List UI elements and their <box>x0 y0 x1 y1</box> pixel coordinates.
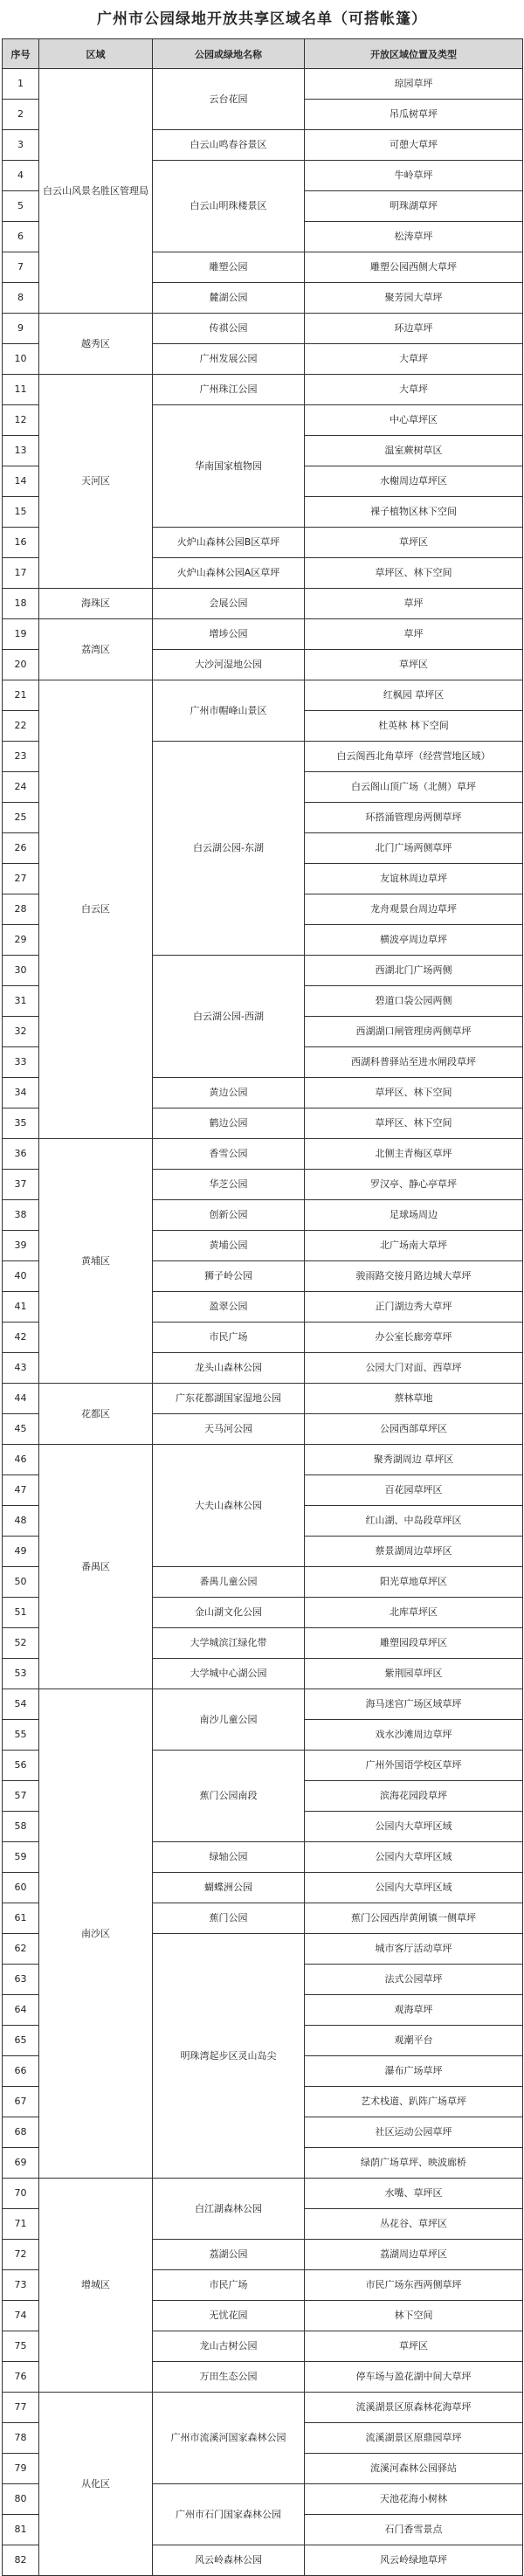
open-area-cell: 西湖科普驿站至进水闸段草坪 <box>305 1047 523 1078</box>
park-name-cell: 风云岭森林公园 <box>153 2545 305 2576</box>
open-area-cell: 瀑布广场草坪 <box>305 2056 523 2087</box>
open-area-cell: 百花园草坪区 <box>305 1475 523 1506</box>
row-number: 21 <box>3 680 39 711</box>
open-area-cell: 流溪湖景区原森林花海草坪 <box>305 2393 523 2423</box>
open-area-cell: 水榭周边草坪区 <box>305 466 523 497</box>
row-number: 40 <box>3 1261 39 1292</box>
park-name-cell: 蕉门公园 <box>153 1903 305 1934</box>
open-area-cell: 阳光草地草坪区 <box>305 1567 523 1598</box>
park-name-cell: 增埗公园 <box>153 619 305 650</box>
park-name-cell: 无忧花园 <box>153 2301 305 2331</box>
park-name-cell: 龙头山森林公园 <box>153 1353 305 1384</box>
open-area-cell: 松涛草坪 <box>305 222 523 252</box>
row-number: 48 <box>3 1506 39 1537</box>
row-number: 9 <box>3 314 39 344</box>
open-area-cell: 红枫园 草坪区 <box>305 680 523 711</box>
row-number: 6 <box>3 222 39 252</box>
row-number: 42 <box>3 1323 39 1353</box>
row-number: 27 <box>3 864 39 894</box>
open-area-cell: 聚芳园大草坪 <box>305 283 523 314</box>
row-number: 60 <box>3 1873 39 1903</box>
district-cell: 增城区 <box>39 2179 153 2393</box>
header-park: 公园或绿地名称 <box>153 39 305 69</box>
page-title: 广州市公园绿地开放共享区域名单（可搭帐篷） <box>97 10 427 28</box>
row-number: 14 <box>3 466 39 497</box>
open-area-cell: 雕塑公园西侧大草坪 <box>305 252 523 283</box>
table-row <box>3 1384 523 1414</box>
table-header-row <box>3 39 523 69</box>
park-name-cell: 雕塑公园 <box>153 252 305 283</box>
row-number: 80 <box>3 2484 39 2515</box>
open-area-cell: 公园西部草坪区 <box>305 1414 523 1445</box>
park-name-cell: 大学城中心湖公园 <box>153 1659 305 1689</box>
row-number: 45 <box>3 1414 39 1445</box>
open-area-cell: 水嘴、草坪区 <box>305 2179 523 2209</box>
row-number: 17 <box>3 558 39 589</box>
table-row <box>3 2179 523 2209</box>
row-number: 11 <box>3 375 39 405</box>
park-name-cell: 黄埔公园 <box>153 1231 305 1261</box>
row-number: 67 <box>3 2087 39 2117</box>
district-cell: 白云山风景名胜区管理局 <box>39 69 153 314</box>
row-number: 52 <box>3 1628 39 1659</box>
header-district: 区域 <box>39 39 153 69</box>
row-number: 55 <box>3 1720 39 1751</box>
park-name-cell: 天马河公园 <box>153 1414 305 1445</box>
district-cell: 南沙区 <box>39 1689 153 2179</box>
open-area-cell: 荔湖周边草坪区 <box>305 2240 523 2270</box>
row-number: 74 <box>3 2301 39 2331</box>
open-area-cell: 西湖湖口闸管理房两侧草坪 <box>305 1017 523 1047</box>
park-name-cell: 白云湖公园-东湖 <box>153 742 305 956</box>
district-cell: 番禺区 <box>39 1445 153 1689</box>
open-area-cell: 广州外国语学校区草坪 <box>305 1751 523 1781</box>
open-area-cell: 流溪湖景区原鼎园草坪 <box>305 2423 523 2454</box>
park-name-cell: 龙山古树公园 <box>153 2331 305 2362</box>
open-area-cell: 滨海花园段草坪 <box>305 1781 523 1812</box>
row-number: 64 <box>3 1995 39 2026</box>
row-number: 47 <box>3 1475 39 1506</box>
table-row <box>3 589 523 619</box>
open-area-cell: 西湖北门广场两侧 <box>305 956 523 986</box>
open-area-cell: 大草坪 <box>305 375 523 405</box>
row-number: 41 <box>3 1292 39 1323</box>
park-name-cell: 黄边公园 <box>153 1078 305 1108</box>
park-name-cell: 明珠湾起步区灵山岛尖 <box>153 1934 305 2179</box>
open-area-cell: 市民广场东西两侧草坪 <box>305 2270 523 2301</box>
park-name-cell: 市民广场 <box>153 2270 305 2301</box>
row-number: 53 <box>3 1659 39 1689</box>
open-area-cell: 草坪区、林下空间 <box>305 558 523 589</box>
row-number: 76 <box>3 2362 39 2393</box>
open-area-cell: 办公室长廊旁草坪 <box>305 1323 523 1353</box>
open-area-cell: 白云阁西北角草坪（经营营地区域） <box>305 742 523 772</box>
open-area-cell: 公园大门对面、西草坪 <box>305 1353 523 1384</box>
row-number: 26 <box>3 833 39 864</box>
row-number: 15 <box>3 497 39 528</box>
park-name-cell: 万田生态公园 <box>153 2362 305 2393</box>
open-area-cell: 蕉门公园西岸黄闸镇一侧草坪 <box>305 1903 523 1934</box>
row-number: 44 <box>3 1384 39 1414</box>
open-area-cell: 牛岭草坪 <box>305 161 523 191</box>
row-number: 32 <box>3 1017 39 1047</box>
open-area-cell: 裸子植物区林下空间 <box>305 497 523 528</box>
park-name-cell: 蝴蝶洲公园 <box>153 1873 305 1903</box>
open-area-cell: 海马迷宫广场区域草坪 <box>305 1689 523 1720</box>
park-name-cell: 蕉门公园南段 <box>153 1751 305 1842</box>
row-number: 69 <box>3 2148 39 2179</box>
open-area-cell: 公园内大草坪区域 <box>305 1812 523 1842</box>
row-number: 36 <box>3 1139 39 1170</box>
park-name-cell: 会展公园 <box>153 589 305 619</box>
open-area-cell: 北侧主青梅区草坪 <box>305 1139 523 1170</box>
row-number: 16 <box>3 528 39 558</box>
row-number: 82 <box>3 2545 39 2576</box>
row-number: 8 <box>3 283 39 314</box>
district-cell: 天河区 <box>39 375 153 589</box>
open-area-cell: 琼园草坪 <box>305 69 523 100</box>
district-cell: 从化区 <box>39 2393 153 2576</box>
row-number: 43 <box>3 1353 39 1384</box>
open-area-cell: 北广场南大草坪 <box>305 1231 523 1261</box>
open-area-cell: 紫荆园草坪区 <box>305 1659 523 1689</box>
row-number: 50 <box>3 1567 39 1598</box>
open-area-cell: 林下空间 <box>305 2301 523 2331</box>
park-name-cell: 绿轴公园 <box>153 1842 305 1873</box>
open-area-cell: 观海草坪 <box>305 1995 523 2026</box>
park-name-cell: 华芝公园 <box>153 1170 305 1200</box>
row-number: 31 <box>3 986 39 1017</box>
district-cell: 黄埔区 <box>39 1139 153 1384</box>
park-name-cell: 大沙河湿地公园 <box>153 650 305 680</box>
open-area-table <box>2 38 523 2576</box>
table-row <box>3 314 523 344</box>
row-number: 30 <box>3 956 39 986</box>
row-number: 39 <box>3 1231 39 1261</box>
open-area-cell: 罗汉亭、静心亭草坪 <box>305 1170 523 1200</box>
row-number: 12 <box>3 405 39 436</box>
row-number: 78 <box>3 2423 39 2454</box>
park-name-cell: 麓湖公园 <box>153 283 305 314</box>
row-number: 81 <box>3 2515 39 2545</box>
district-cell: 海珠区 <box>39 589 153 619</box>
table-row <box>3 1139 523 1170</box>
open-area-cell: 中心草坪区 <box>305 405 523 436</box>
open-area-cell: 横波亭周边草坪 <box>305 925 523 956</box>
row-number: 49 <box>3 1537 39 1567</box>
row-number: 51 <box>3 1598 39 1628</box>
row-number: 19 <box>3 619 39 650</box>
park-name-cell: 华南国家植物园 <box>153 405 305 528</box>
open-area-cell: 流溪河森林公园驿站 <box>305 2454 523 2484</box>
open-area-cell: 足球场周边 <box>305 1200 523 1231</box>
park-name-cell: 市民广场 <box>153 1323 305 1353</box>
park-name-cell: 荔湖公园 <box>153 2240 305 2270</box>
open-area-cell: 观潮平台 <box>305 2026 523 2056</box>
open-area-cell: 大草坪 <box>305 344 523 375</box>
open-area-cell: 草坪区、林下空间 <box>305 1078 523 1108</box>
open-area-cell: 蔡景湖周边草坪区 <box>305 1537 523 1567</box>
park-name-cell: 广州发展公园 <box>153 344 305 375</box>
row-number: 5 <box>3 191 39 222</box>
park-name-cell: 广州市流溪河国家森林公园 <box>153 2393 305 2484</box>
row-number: 37 <box>3 1170 39 1200</box>
row-number: 54 <box>3 1689 39 1720</box>
open-area-cell: 公园内大草坪区域 <box>305 1842 523 1873</box>
row-number: 79 <box>3 2454 39 2484</box>
row-number: 20 <box>3 650 39 680</box>
open-area-cell: 温室蕨树草区 <box>305 436 523 466</box>
header-no: 序号 <box>3 39 39 69</box>
park-name-cell: 创新公园 <box>153 1200 305 1231</box>
row-number: 18 <box>3 589 39 619</box>
open-area-cell: 法式公园草坪 <box>305 1965 523 1995</box>
row-number: 65 <box>3 2026 39 2056</box>
open-area-cell: 草坪 <box>305 619 523 650</box>
open-area-cell: 公园内大草坪区域 <box>305 1873 523 1903</box>
open-area-cell: 正门湖边秀大草坪 <box>305 1292 523 1323</box>
row-number: 28 <box>3 894 39 925</box>
park-name-cell: 大夫山森林公园 <box>153 1445 305 1567</box>
row-number: 23 <box>3 742 39 772</box>
open-area-cell: 环边草坪 <box>305 314 523 344</box>
park-name-cell: 传祺公园 <box>153 314 305 344</box>
park-name-cell: 白云山鸣春谷景区 <box>153 130 305 161</box>
table-row <box>3 680 523 711</box>
table-row <box>3 619 523 650</box>
open-area-cell: 绿荫广场草坪、映波廊桥 <box>305 2148 523 2179</box>
park-name-cell: 南沙儿童公园 <box>153 1689 305 1751</box>
open-area-cell: 骏雨路交接月路边城大草坪 <box>305 1261 523 1292</box>
open-area-cell: 北门广场两侧草坪 <box>305 833 523 864</box>
row-number: 3 <box>3 130 39 161</box>
open-area-cell: 友谊林周边草坪 <box>305 864 523 894</box>
park-name-cell: 金山湖文化公园 <box>153 1598 305 1628</box>
park-name-cell: 白云湖公园-西湖 <box>153 956 305 1078</box>
row-number: 10 <box>3 344 39 375</box>
row-number: 61 <box>3 1903 39 1934</box>
open-area-cell: 天池花海小树林 <box>305 2484 523 2515</box>
open-area-cell: 草坪区 <box>305 2331 523 2362</box>
district-cell: 越秀区 <box>39 314 153 375</box>
row-number: 29 <box>3 925 39 956</box>
park-name-cell: 大学城滨江绿化带 <box>153 1628 305 1659</box>
table-row <box>3 375 523 405</box>
park-name-cell: 广州市帽峰山景区 <box>153 680 305 742</box>
park-name-cell: 火炉山森林公园A区草坪 <box>153 558 305 589</box>
row-number: 73 <box>3 2270 39 2301</box>
open-area-cell: 草坪区 <box>305 528 523 558</box>
table-row <box>3 1445 523 1475</box>
open-area-cell: 风云岭绿地草坪 <box>305 2545 523 2576</box>
row-number: 70 <box>3 2179 39 2209</box>
row-number: 72 <box>3 2240 39 2270</box>
park-name-cell: 广东花都湖国家湿地公园 <box>153 1384 305 1414</box>
row-number: 22 <box>3 711 39 742</box>
row-number: 68 <box>3 2117 39 2148</box>
district-cell: 白云区 <box>39 680 153 1139</box>
row-number: 58 <box>3 1812 39 1842</box>
park-name-cell: 狮子岭公园 <box>153 1261 305 1292</box>
row-number: 4 <box>3 161 39 191</box>
open-area-cell: 白云阁山顶广场（北侧）草坪 <box>305 772 523 803</box>
row-number: 71 <box>3 2209 39 2240</box>
park-name-cell: 云台花园 <box>153 69 305 130</box>
park-name-cell: 广州市石门国家森林公园 <box>153 2484 305 2545</box>
row-number: 34 <box>3 1078 39 1108</box>
open-area-cell: 社区运动公园草坪 <box>305 2117 523 2148</box>
open-area-cell: 可憩大草坪 <box>305 130 523 161</box>
open-area-cell: 龙舟观景台周边草坪 <box>305 894 523 925</box>
open-area-cell: 城市客厅活动草坪 <box>305 1934 523 1965</box>
row-number: 25 <box>3 803 39 833</box>
park-name-cell: 白云山明珠楼景区 <box>153 161 305 252</box>
open-area-cell: 北库草坪区 <box>305 1598 523 1628</box>
open-area-cell: 草坪区 <box>305 650 523 680</box>
row-number: 63 <box>3 1965 39 1995</box>
row-number: 57 <box>3 1781 39 1812</box>
open-area-cell: 草坪区、林下空间 <box>305 1108 523 1139</box>
open-area-cell: 蔡林草地 <box>305 1384 523 1414</box>
row-number: 38 <box>3 1200 39 1231</box>
row-number: 77 <box>3 2393 39 2423</box>
open-area-cell: 戏水沙滩周边草坪 <box>305 1720 523 1751</box>
open-area-cell: 碧道口袋公园两侧 <box>305 986 523 1017</box>
park-name-cell: 白江湖森林公园 <box>153 2179 305 2240</box>
open-area-cell: 明珠湖草坪 <box>305 191 523 222</box>
row-number: 35 <box>3 1108 39 1139</box>
park-name-cell: 火炉山森林公园B区草坪 <box>153 528 305 558</box>
open-area-cell: 聚秀湖周边 草坪区 <box>305 1445 523 1475</box>
row-number: 62 <box>3 1934 39 1965</box>
table-row <box>3 2393 523 2423</box>
row-number: 59 <box>3 1842 39 1873</box>
row-number: 24 <box>3 772 39 803</box>
open-area-cell: 雕塑园段草坪区 <box>305 1628 523 1659</box>
park-name-cell: 番禺儿童公园 <box>153 1567 305 1598</box>
row-number: 56 <box>3 1751 39 1781</box>
row-number: 13 <box>3 436 39 466</box>
park-name-cell: 广州珠江公园 <box>153 375 305 405</box>
row-number: 46 <box>3 1445 39 1475</box>
table-row <box>3 1689 523 1720</box>
row-number: 1 <box>3 69 39 100</box>
open-area-cell: 杜英林 林下空间 <box>305 711 523 742</box>
open-area-cell: 环搭涌管理房两侧草坪 <box>305 803 523 833</box>
open-area-cell: 吊瓜树草坪 <box>305 100 523 130</box>
row-number: 2 <box>3 100 39 130</box>
row-number: 66 <box>3 2056 39 2087</box>
open-area-cell: 草坪 <box>305 589 523 619</box>
park-name-cell: 鹤边公园 <box>153 1108 305 1139</box>
open-area-cell: 红山湖、中岛段草坪区 <box>305 1506 523 1537</box>
open-area-cell: 丛花谷、草坪区 <box>305 2209 523 2240</box>
header-area: 开放区域位置及类型 <box>305 39 523 69</box>
park-name-cell: 盈翠公园 <box>153 1292 305 1323</box>
row-number: 75 <box>3 2331 39 2362</box>
district-cell: 荔湾区 <box>39 619 153 680</box>
row-number: 33 <box>3 1047 39 1078</box>
open-area-cell: 艺术栈道、趴阵广场草坪 <box>305 2087 523 2117</box>
table-row <box>3 69 523 100</box>
park-name-cell: 香雪公园 <box>153 1139 305 1170</box>
row-number: 7 <box>3 252 39 283</box>
open-area-cell: 石门香雪景点 <box>305 2515 523 2545</box>
open-area-cell: 停车场与盈花湖中间大草坪 <box>305 2362 523 2393</box>
table-body <box>3 69 523 2576</box>
district-cell: 花都区 <box>39 1384 153 1445</box>
